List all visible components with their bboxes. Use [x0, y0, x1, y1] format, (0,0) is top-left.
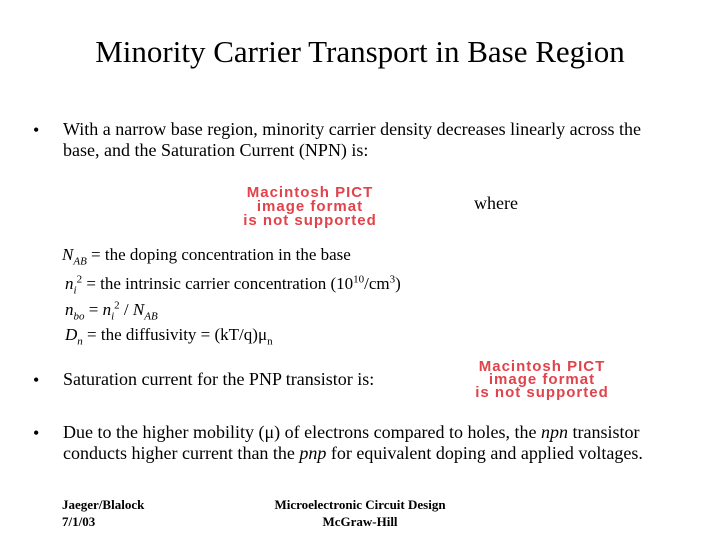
where-label: where [474, 193, 518, 213]
definition-dn: $D_n$ = the diffusivity = $(kT/q)\mu_n$ [65, 325, 273, 348]
footer-left: Jaeger/Blalock 7/1/03 [62, 497, 145, 529]
bullet-3-marker: • [33, 423, 40, 443]
bullet-2-marker: • [33, 370, 40, 390]
bullet-2-text: Saturation current for the PNP transistor is: [63, 369, 375, 389]
bullet-1-text: With a narrow base region, minority carrier density decreases linearly across the base, and the Saturation Current (NPN) is: [63, 119, 642, 160]
definition-ni2: $n_i^2$ = the intrinsic carrier concentration $(10^{10}/cm^3)$ [65, 273, 401, 297]
footer-center: Microelectronic Circuit Design McGraw-Hill [274, 497, 446, 529]
unsupported-image-placeholder-2: Macintosh PICT image format is not supported [475, 358, 609, 401]
slide-title: Minority Carrier Transport in Base Region [95, 34, 625, 69]
definition-nab: $N_{AB}$ = the doping concentration in the base [62, 245, 351, 268]
bullet-1-marker: • [33, 120, 40, 140]
bullet-3-text: Due to the higher mobility (μ) of electrons compared to holes, the npn transistor conducts higher current than the pnp for equivalent doping and applied voltages. [63, 422, 643, 463]
unsupported-image-placeholder: Macintosh PICT image format is not supported [243, 184, 377, 229]
definition-nbo: $n_{bo} = n_i^2 / N_{AB}$ [65, 299, 158, 323]
